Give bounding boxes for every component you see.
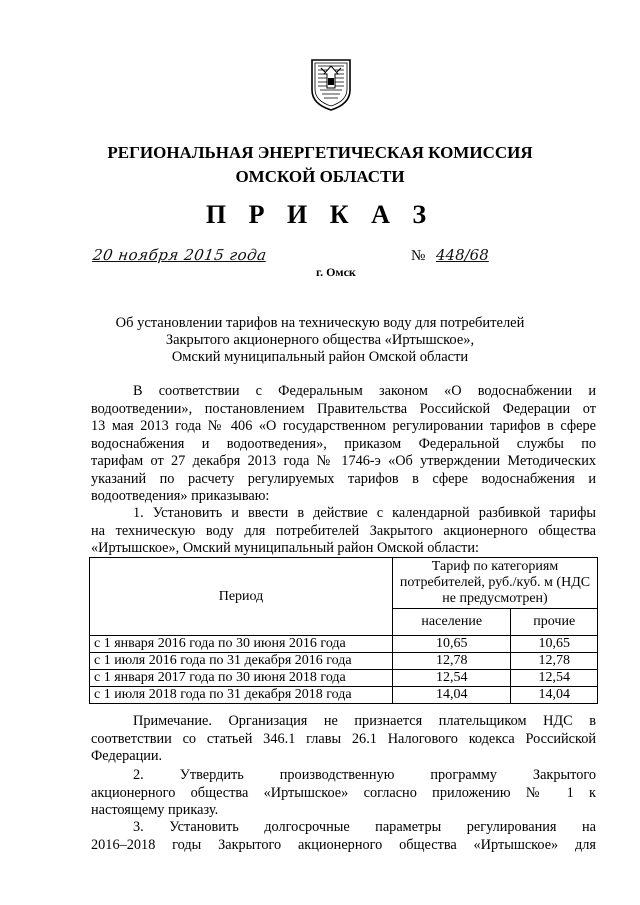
coat-of-arms-emblem	[308, 56, 354, 112]
population-tariff-cell: 14,04	[393, 687, 511, 704]
paragraph-line: 2016–2018 годы Закрытого акционерного общества «Иртышское» для	[91, 836, 596, 853]
handwritten-date: 20 ноября 2015 года	[91, 246, 268, 264]
period-cell: с 1 января 2017 года по 30 июня 2018 года	[90, 670, 393, 687]
item-1-paragraph	[91, 505, 596, 558]
preamble-paragraph	[91, 383, 596, 506]
population-tariff-cell: 10,65	[393, 636, 511, 653]
period-cell: с 1 июля 2016 года по 31 декабря 2016 года	[90, 653, 393, 670]
table-header-row	[90, 558, 598, 609]
tariff-table	[89, 557, 598, 704]
column-header-population: население	[393, 609, 511, 636]
paragraph-line: указаний по расчету регулируемых тарифов в сфере водоснабжения и	[91, 470, 596, 487]
paragraph-line: Федерации.	[91, 748, 163, 764]
period-cell: с 1 января 2016 года по 30 июня 2016 года	[90, 636, 393, 653]
item-3-paragraph	[91, 819, 596, 854]
population-tariff-cell: 12,78	[393, 653, 511, 670]
org-name-line1: РЕГИОНАЛЬНАЯ ЭНЕРГЕТИЧЕСКАЯ КОМИССИЯ	[107, 143, 533, 162]
paragraph-line: Примечание. Организация не признается плательщиком НДС в	[133, 713, 596, 729]
document-type-title: П Р И К А З	[205, 200, 435, 229]
paragraph-line: водоотведения» приказываю:	[91, 488, 270, 504]
paragraph-line: водоотведении», постановлением Правительства Российской Федерации от	[91, 400, 596, 417]
paragraph-line: 1. Установить и ввести в действие с календарной разбивкой тарифы	[133, 505, 596, 521]
subject-line: Омский муниципальный район Омской области	[171, 349, 469, 365]
column-header-tariff: Тариф по категориям потребителей, руб./куб. м (НДС не предусмотрен)	[393, 558, 598, 609]
paragraph-line: соответствии со статьей 346.1 главы 26.1 Налогового кодекса Российской	[91, 730, 596, 747]
handwritten-number: 448/68	[436, 246, 489, 264]
period-cell: с 1 июля 2018 года по 31 декабря 2018 года	[90, 687, 393, 704]
population-tariff-cell: 12,54	[393, 670, 511, 687]
other-tariff-cell: 12,78	[511, 653, 598, 670]
item-2-paragraph	[91, 767, 596, 820]
org-name-line2: ОМСКОЙ ОБЛАСТИ	[235, 167, 405, 186]
table-row	[90, 687, 598, 704]
paragraph-line: настоящему приказу.	[91, 802, 219, 818]
column-header-other: прочие	[511, 609, 598, 636]
table-row	[90, 636, 598, 653]
number-label: №	[411, 248, 426, 264]
column-header-period: Период	[90, 558, 393, 636]
paragraph-line: 3. Установить долгосрочные параметры регулирования на	[133, 819, 596, 835]
order-subject	[80, 315, 560, 366]
subject-line: Об установлении тарифов на техническую воду для потребителей	[115, 315, 525, 331]
paragraph-line: тарифам от 27 декабря 2013 года № 1746-э «Об утверждении Методических	[91, 453, 596, 469]
paragraph-line: водоснабжения и водоотведения», приказом Федеральной службы по	[91, 435, 596, 452]
paragraph-line: «Иртышское», Омский муниципальный район Омской области:	[91, 540, 480, 556]
other-tariff-cell: 12,54	[511, 670, 598, 687]
paragraph-line: 13 мая 2013 года № 406 «О государственном регулировании тарифов в сфере	[91, 418, 596, 434]
other-tariff-cell: 10,65	[511, 636, 598, 653]
paragraph-line: В соответствии с Федеральным законом «О водоснабжении и	[133, 383, 596, 399]
other-tariff-cell: 14,04	[511, 687, 598, 704]
note-paragraph	[91, 713, 596, 766]
paragraph-line: акционерного общества «Иртышское» согласно приложению № 1 к	[91, 784, 596, 801]
paragraph-line: на техническую воду для потребителей Закрытого акционерного общества	[91, 522, 596, 539]
table-row	[90, 653, 598, 670]
paragraph-line: 2. Утвердить производственную программу Закрытого	[133, 767, 596, 783]
table-row	[90, 670, 598, 687]
subject-line: Закрытого акционерного общества «Иртышское»,	[165, 332, 475, 348]
city-label: г. Омск	[316, 265, 356, 279]
